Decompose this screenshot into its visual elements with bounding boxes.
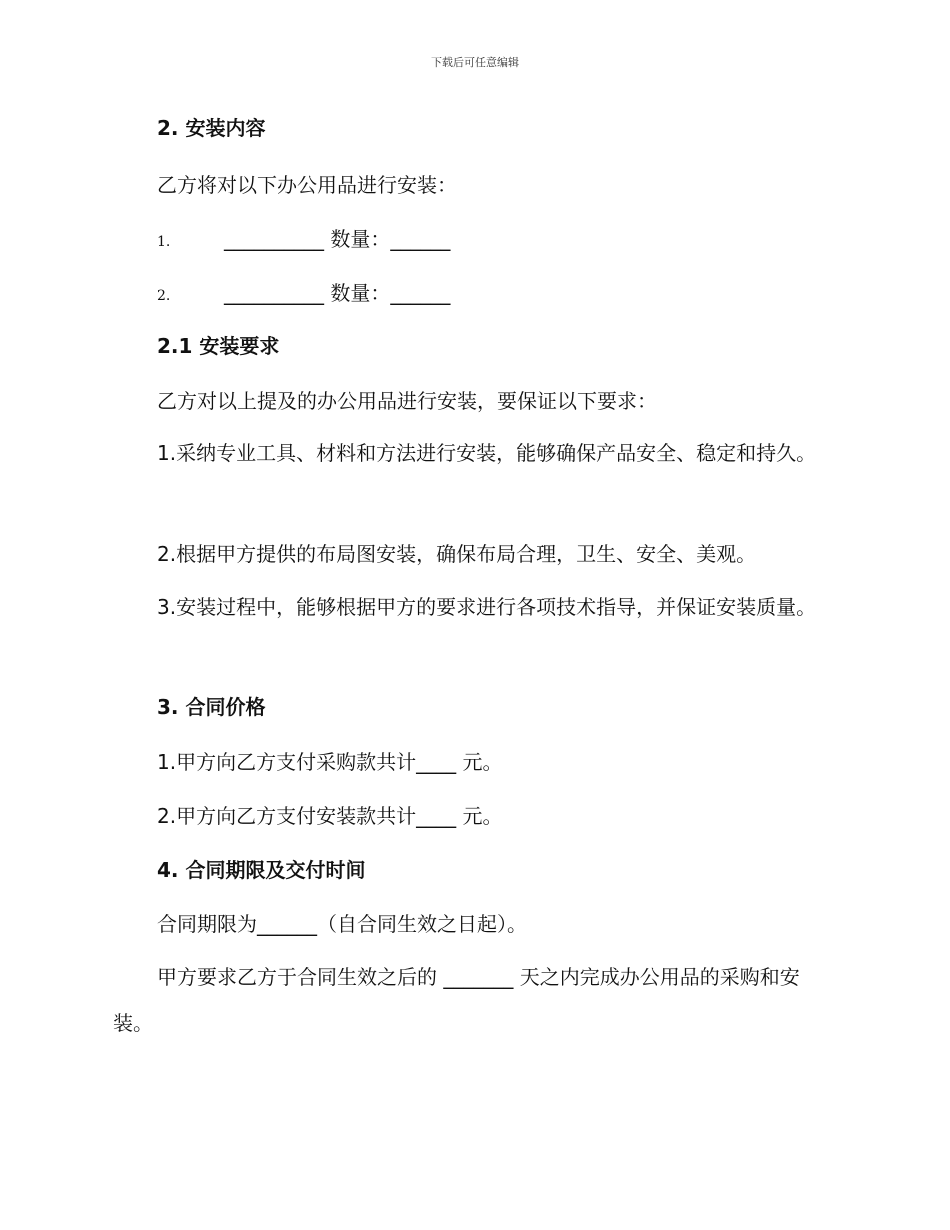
price-2: 2.甲方向乙方支付安装款共计____ 元。 bbox=[157, 804, 503, 828]
requirement-1: 1.采纳专业工具、材料和方法进行安装，能够确保产品安全、稳定和持久。 bbox=[157, 441, 817, 465]
section-3-heading: 3. 合同价格 bbox=[157, 695, 266, 719]
requirement-2: 2.根据甲方提供的布局图安装，确保布局合理，卫生、安全、美观。 bbox=[157, 542, 757, 566]
section-4-heading: 4. 合同期限及交付时间 bbox=[157, 858, 366, 882]
section-2-intro: 乙方将对以下办公用品进行安装： bbox=[157, 173, 457, 197]
list-item bbox=[157, 281, 450, 308]
requirement-3: 3.安装过程中，能够根据甲方的要求进行各项技术指导，并保证安装质量。 bbox=[157, 595, 817, 619]
contract-term: 合同期限为______（自合同生效之日起）。 bbox=[157, 912, 527, 936]
list-item-number: 1. bbox=[157, 234, 171, 250]
section-2-heading: 2. 安装内容 bbox=[157, 116, 266, 140]
header-note: 下载后可任意编辑 bbox=[431, 56, 519, 69]
section-2-1-heading: 2.1 安装要求 bbox=[157, 334, 280, 358]
delivery-requirement: 甲方要求乙方于合同生效之后的 _______ 天之内完成办公用品的采购和安装。 bbox=[113, 965, 800, 1035]
list-item-text: __________ 数量：______ bbox=[224, 281, 451, 305]
price-1: 1.甲方向乙方支付采购款共计____ 元。 bbox=[157, 750, 503, 774]
section-2-1-intro: 乙方对以上提及的办公用品进行安装，要保证以下要求： bbox=[157, 389, 657, 413]
list-item-text: __________ 数量：______ bbox=[224, 227, 451, 251]
list-item bbox=[157, 227, 450, 254]
list-item-number: 2. bbox=[157, 288, 171, 304]
